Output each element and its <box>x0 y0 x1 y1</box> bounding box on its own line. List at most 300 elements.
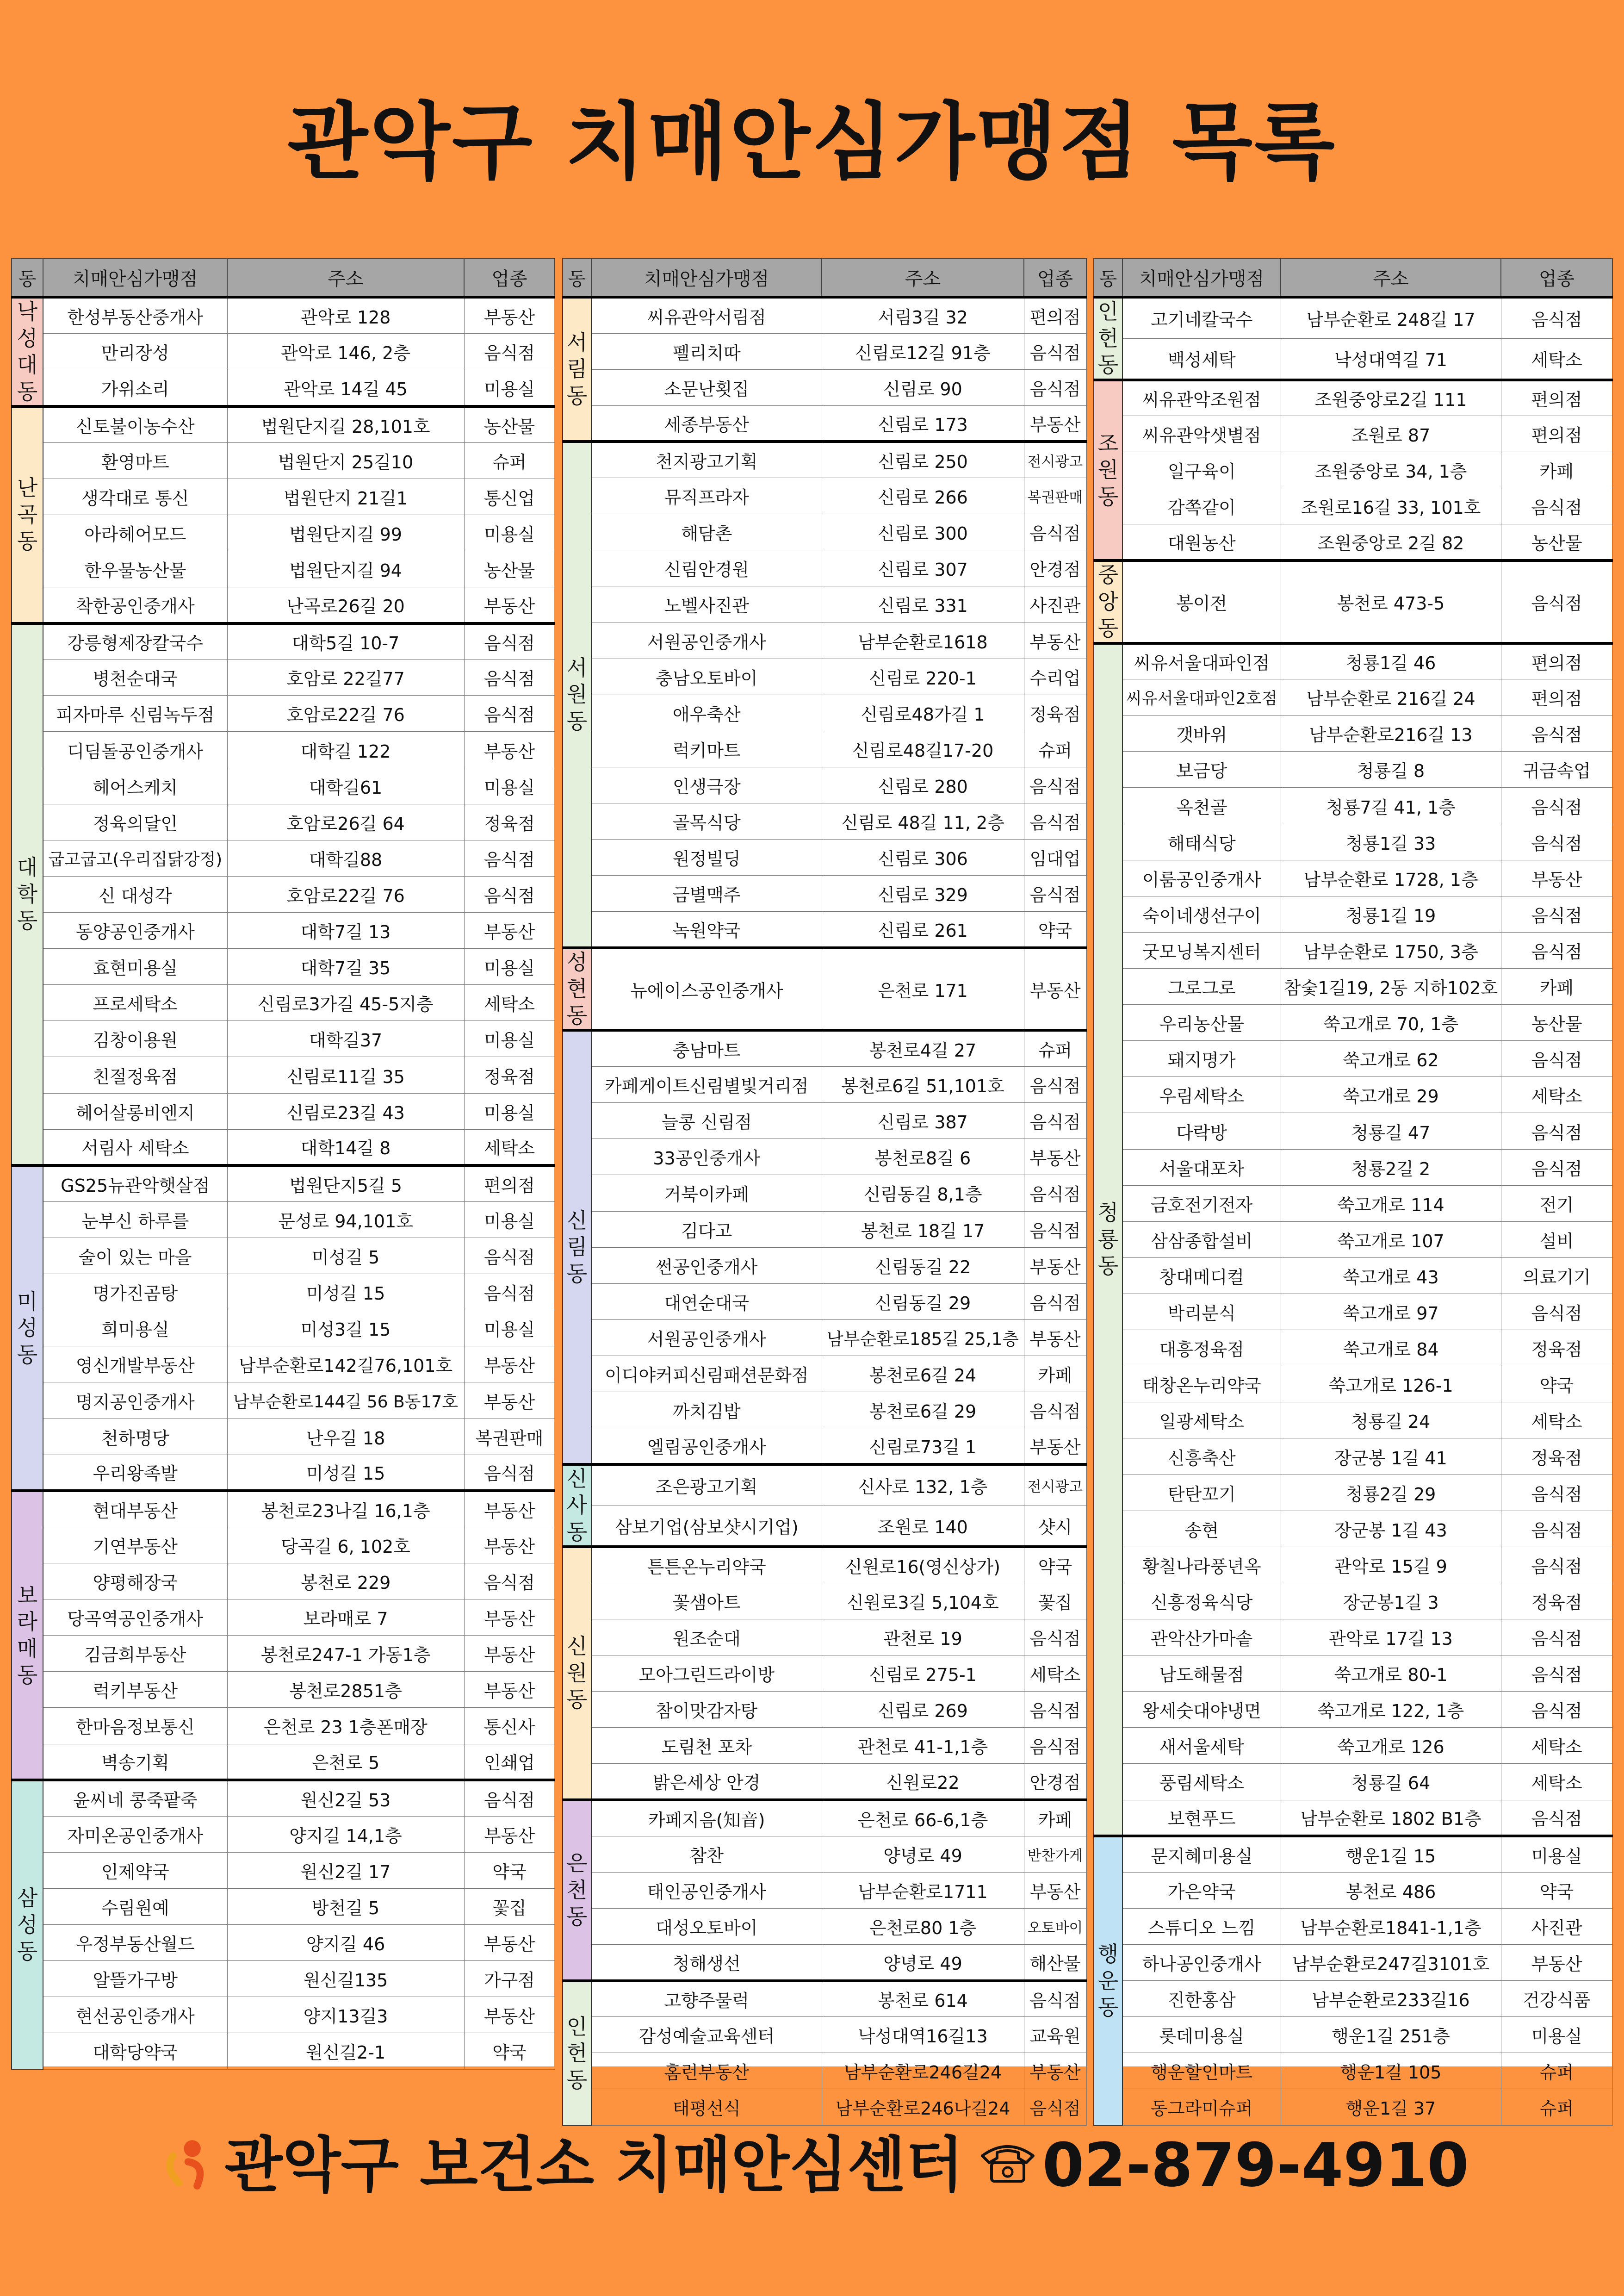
store-address: 신림로73길 1 <box>822 1428 1024 1464</box>
store-address: 호암로 22길77 <box>227 660 464 696</box>
table-header-row <box>12 258 555 297</box>
store-address: 신림로 331 <box>822 586 1024 622</box>
table-row <box>1094 1692 1612 1728</box>
store-address: 신사로 132, 1층 <box>822 1464 1024 1506</box>
table-row <box>12 1093 555 1129</box>
table-row <box>1094 1800 1612 1836</box>
store-name: 남도해물점 <box>1122 1655 1281 1692</box>
table-row <box>1094 1728 1612 1764</box>
store-address: 쑥고개로 126-1 <box>1281 1366 1501 1402</box>
store-name: 거북이카페 <box>591 1175 822 1211</box>
store-name: 늘콩 신림점 <box>591 1103 822 1139</box>
store-category: 안경점 <box>1024 550 1086 586</box>
table-row <box>1094 416 1612 452</box>
store-category: 수리업 <box>1024 659 1086 695</box>
store-address: 대학7길 13 <box>227 913 464 949</box>
store-category: 부동산 <box>464 1636 555 1672</box>
store-address: 신림로 48길 11, 2층 <box>822 803 1024 840</box>
table-row <box>563 1464 1086 1506</box>
table-row <box>1094 524 1612 560</box>
store-category: 음식점 <box>464 660 555 696</box>
store-address: 행운1길 15 <box>1281 1836 1501 1872</box>
table-row <box>12 1310 555 1346</box>
store-address: 청룡2길 2 <box>1281 1149 1501 1185</box>
store-category: 음식점 <box>464 1274 555 1310</box>
dong-label: 미 성 동 <box>12 1165 43 1491</box>
store-address: 남부순환로142길76,101호 <box>227 1346 464 1382</box>
store-name: 고향주물럭 <box>591 1981 822 2017</box>
store-address: 신림동길 29 <box>822 1283 1024 1319</box>
store-name: 천지광고기획 <box>591 442 822 478</box>
store-name: 동그라미슈퍼 <box>1122 2089 1281 2125</box>
store-category: 미용실 <box>464 1310 555 1346</box>
store-address: 대학길37 <box>227 1021 464 1057</box>
store-name: 대학당약국 <box>43 2033 227 2069</box>
table-row <box>1094 752 1612 788</box>
store-category: 편의점 <box>1024 297 1086 333</box>
store-address: 봉천로4길 27 <box>822 1030 1024 1066</box>
store-name: 우림세탁소 <box>1122 1077 1281 1113</box>
table-row <box>1094 643 1612 679</box>
store-category: 미용실 <box>464 370 555 406</box>
store-name: 그로그로 <box>1122 969 1281 1005</box>
store-table <box>11 258 555 2070</box>
dong-label: 난 곡 동 <box>12 406 43 623</box>
store-name: 해담촌 <box>591 514 822 550</box>
store-name: 태평선식 <box>591 2089 822 2125</box>
store-address: 신림로 275-1 <box>822 1655 1024 1692</box>
store-address: 쑥고개로 84 <box>1281 1330 1501 1366</box>
table-row <box>12 1021 555 1057</box>
store-address: 행운1길 105 <box>1281 2053 1501 2089</box>
store-name: 세종부동산 <box>591 405 822 442</box>
store-address: 미성길 15 <box>227 1274 464 1310</box>
table-row <box>563 1908 1086 1944</box>
store-name: 모아그린드라이방 <box>591 1655 822 1692</box>
category-column-header: 업종 <box>1501 258 1612 297</box>
store-category: 부동산 <box>1024 405 1086 442</box>
store-category: 음식점 <box>1024 369 1086 405</box>
store-name: 썬공인중개사 <box>591 1247 822 1283</box>
table-row <box>12 1057 555 1093</box>
table-row <box>12 1888 555 1924</box>
store-address: 신림로 90 <box>822 369 1024 405</box>
store-address: 장군봉 1길 43 <box>1281 1511 1501 1547</box>
store-address: 남부순환로216길 13 <box>1281 716 1501 752</box>
dong-column-header: 동 <box>563 258 591 297</box>
dong-label: 서 원 동 <box>563 442 591 948</box>
store-category: 부동산 <box>464 1491 555 1527</box>
store-address: 봉천로23나길 16,1층 <box>227 1491 464 1527</box>
store-address: 봉천로 229 <box>227 1563 464 1599</box>
dong-label: 중 앙 동 <box>1094 560 1122 643</box>
store-name: 참찬 <box>591 1836 822 1872</box>
store-name: 강릉형제장칼국수 <box>43 623 227 660</box>
table-row <box>563 405 1086 442</box>
store-category: 부동산 <box>464 587 555 623</box>
store-address: 청룡7길 41, 1층 <box>1281 788 1501 824</box>
store-category: 꽃집 <box>1024 1583 1086 1619</box>
store-name: 벽송기획 <box>43 1744 227 1780</box>
store-address: 신림로 269 <box>822 1692 1024 1728</box>
dong-label: 조 원 동 <box>1094 380 1122 561</box>
table-row <box>12 1708 555 1744</box>
store-name: 영신개발부동산 <box>43 1346 227 1382</box>
store-address: 신원로16(영신상가) <box>822 1547 1024 1583</box>
store-category: 꽃집 <box>464 1888 555 1924</box>
store-category: 편의점 <box>464 1165 555 1201</box>
store-name: 당곡역공인중개사 <box>43 1599 227 1636</box>
table-row <box>12 297 555 334</box>
store-name: 원정빌딩 <box>591 840 822 876</box>
table-row <box>12 660 555 696</box>
store-address: 남부순환로 1750, 3층 <box>1281 932 1501 968</box>
store-address: 난우길 18 <box>227 1419 464 1455</box>
person-heart-logo-icon <box>155 2132 215 2207</box>
store-category: 약국 <box>1501 1872 1612 1908</box>
table-row <box>1094 1294 1612 1330</box>
table-row <box>563 1392 1086 1428</box>
store-name: 골목식당 <box>591 803 822 840</box>
store-category: 미용실 <box>464 515 555 551</box>
store-address: 청룡길 64 <box>1281 1764 1501 1800</box>
store-address: 대학길 122 <box>227 732 464 768</box>
store-category: 약국 <box>1024 1547 1086 1583</box>
store-table <box>562 258 1087 2126</box>
store-address: 법원단지길 28,101호 <box>227 406 464 442</box>
store-address: 참숯1길19, 2동 지하102호 <box>1281 969 1501 1005</box>
store-name: 뉴에이스공인중개사 <box>591 948 822 1031</box>
store-address: 청룡2길 29 <box>1281 1475 1501 1511</box>
store-address: 관악로 14길 45 <box>227 370 464 406</box>
store-name: 숙이네생선구이 <box>1122 896 1281 932</box>
table-row <box>563 2017 1086 2053</box>
table-row <box>563 912 1086 948</box>
store-address: 청룡길 8 <box>1281 752 1501 788</box>
store-address: 장군봉1길 3 <box>1281 1583 1501 1619</box>
table-row <box>1094 380 1612 416</box>
table-row <box>12 1382 555 1419</box>
store-address: 신림로48길17-20 <box>822 731 1024 767</box>
table-row <box>1094 2089 1612 2125</box>
store-category: 부동산 <box>1024 1428 1086 1464</box>
store-address: 신림로 387 <box>822 1103 1024 1139</box>
store-name: 해태식당 <box>1122 824 1281 860</box>
dong-label: 신 원 동 <box>563 1547 591 1800</box>
store-category: 음식점 <box>1024 803 1086 840</box>
store-address: 남부순환로 216길 24 <box>1281 679 1501 716</box>
store-address: 관악로 146, 2층 <box>227 334 464 370</box>
store-category: 통신사 <box>464 1708 555 1744</box>
store-address: 신림동길 8,1층 <box>822 1175 1024 1211</box>
store-address: 은천로 5 <box>227 1744 464 1780</box>
store-category: 음식점 <box>1024 1175 1086 1211</box>
store-name: 우리왕족발 <box>43 1455 227 1491</box>
store-address: 대학7길 35 <box>227 949 464 985</box>
table-row <box>1094 1836 1612 1872</box>
store-name: 가은약국 <box>1122 1872 1281 1908</box>
store-address: 쑥고개로 70, 1층 <box>1281 1005 1501 1041</box>
dong-label: 청 룡 동 <box>1094 643 1122 1836</box>
store-category: 미용실 <box>1501 2017 1612 2053</box>
store-category: 오토바이 <box>1024 1908 1086 1944</box>
table-row <box>1094 896 1612 932</box>
store-category: 음식점 <box>1024 1211 1086 1247</box>
store-category: 카페 <box>1501 452 1612 488</box>
table-row <box>12 1672 555 1708</box>
table-row <box>563 550 1086 586</box>
store-address: 쑥고개로 43 <box>1281 1257 1501 1294</box>
store-column-header: 치매안심가맹점 <box>591 258 822 297</box>
store-category: 음식점 <box>1024 1067 1086 1103</box>
store-name: 현대부동산 <box>43 1491 227 1527</box>
store-address: 쑥고개로 62 <box>1281 1041 1501 1077</box>
table-row <box>563 948 1086 1031</box>
table-row <box>12 515 555 551</box>
store-table-left <box>11 258 554 2066</box>
store-address: 신림로 329 <box>822 876 1024 912</box>
store-address: 낙성대역16길13 <box>822 2017 1024 2053</box>
store-category: 음식점 <box>1501 1655 1612 1692</box>
store-name: 한성부동산중개사 <box>43 297 227 334</box>
table-row <box>12 1961 555 1997</box>
store-category: 약국 <box>1024 912 1086 948</box>
store-name: 씨유서울대파인점 <box>1122 643 1281 679</box>
store-name: 알뜰가구방 <box>43 1961 227 1997</box>
table-row <box>12 334 555 370</box>
store-category: 전시광고 <box>1024 1464 1086 1506</box>
table-row <box>12 1455 555 1491</box>
table-row <box>563 1506 1086 1547</box>
store-address: 봉천로 18길 17 <box>822 1211 1024 1247</box>
store-address: 신림로 307 <box>822 550 1024 586</box>
category-column-header: 업종 <box>464 258 555 297</box>
store-address: 청룡1길 46 <box>1281 643 1501 679</box>
store-name: 신 대성각 <box>43 876 227 912</box>
store-address: 청룡1길 19 <box>1281 896 1501 932</box>
store-name: 삼삼종합설비 <box>1122 1221 1281 1257</box>
store-address: 낙성대역길 71 <box>1281 338 1501 380</box>
store-category: 부동산 <box>464 1816 555 1852</box>
table-row <box>563 1981 1086 2017</box>
store-address: 조원중앙로 34, 1층 <box>1281 452 1501 488</box>
store-category: 샷시 <box>1024 1506 1086 1547</box>
store-name: 한우물농산물 <box>43 551 227 587</box>
store-name: 도림천 포차 <box>591 1728 822 1764</box>
address-column-header: 주소 <box>822 258 1024 297</box>
table-row <box>563 1764 1086 1800</box>
store-category: 편의점 <box>1501 416 1612 452</box>
footer-text: 관악구 보건소 치매안심센터 <box>224 2130 964 2200</box>
dong-label: 서 림 동 <box>563 297 591 442</box>
table-row <box>12 551 555 587</box>
store-address: 법원단지 21길1 <box>227 479 464 515</box>
store-name: 효현미용실 <box>43 949 227 985</box>
store-address: 남부순환로233길16 <box>1281 1981 1501 2017</box>
store-category: 귀금속업 <box>1501 752 1612 788</box>
table-row <box>12 1419 555 1455</box>
table-row <box>12 1599 555 1636</box>
store-category: 부동산 <box>1501 860 1612 896</box>
table-row <box>12 1238 555 1274</box>
store-name: 생각대로 통신 <box>43 479 227 515</box>
store-name: 만리장성 <box>43 334 227 370</box>
store-address: 쑥고개로 114 <box>1281 1185 1501 1221</box>
store-category: 슈퍼 <box>1501 2053 1612 2089</box>
dong-label: 인 헌 동 <box>563 1981 591 2125</box>
store-name: 옥천골 <box>1122 788 1281 824</box>
dong-label: 대 학 동 <box>12 623 43 1166</box>
store-category: 통신업 <box>464 479 555 515</box>
table-row <box>1094 338 1612 380</box>
table-row <box>563 803 1086 840</box>
store-address: 신림로 173 <box>822 405 1024 442</box>
table-row <box>563 1247 1086 1283</box>
store-category: 음식점 <box>1501 1619 1612 1655</box>
store-address: 미성3길 15 <box>227 1310 464 1346</box>
store-name: 금호전기전자 <box>1122 1185 1281 1221</box>
store-category: 정육점 <box>464 1057 555 1093</box>
store-address: 방천길 5 <box>227 1888 464 1924</box>
store-name: 태인공인중개사 <box>591 1872 822 1908</box>
store-name: 수림원예 <box>43 1888 227 1924</box>
table-row <box>1094 1619 1612 1655</box>
table-row <box>1094 1655 1612 1692</box>
store-address: 남부순환로 1802 B1층 <box>1281 1800 1501 1836</box>
table-row <box>563 731 1086 767</box>
table-row <box>563 478 1086 514</box>
store-category: 슈퍼 <box>1024 731 1086 767</box>
table-row <box>563 297 1086 333</box>
store-address: 관악로 15길 9 <box>1281 1547 1501 1583</box>
store-address: 법원단지길 99 <box>227 515 464 551</box>
store-name: 봉이전 <box>1122 560 1281 643</box>
store-name: 충남마트 <box>591 1030 822 1066</box>
dong-label: 삼 성 동 <box>12 1780 43 2069</box>
table-header-row <box>1094 258 1612 297</box>
table-row <box>12 479 555 515</box>
store-category: 사진관 <box>1501 1908 1612 1944</box>
table-row <box>1094 297 1612 338</box>
store-name: 33공인중개사 <box>591 1139 822 1175</box>
store-address: 신림로 261 <box>822 912 1024 948</box>
store-category: 카페 <box>1501 969 1612 1005</box>
store-name: 박리분식 <box>1122 1294 1281 1330</box>
store-address: 행운1길 37 <box>1281 2089 1501 2125</box>
store-name: 김다고 <box>591 1211 822 1247</box>
table-row <box>563 2089 1086 2125</box>
store-address: 신림로48가길 1 <box>822 695 1024 731</box>
store-name: 디딤돌공인중개사 <box>43 732 227 768</box>
table-row <box>12 876 555 912</box>
store-name: 튼튼온누리약국 <box>591 1547 822 1583</box>
store-address: 신림로 220-1 <box>822 659 1024 695</box>
store-name: 희미용실 <box>43 1310 227 1346</box>
store-category: 음식점 <box>1024 1392 1086 1428</box>
store-name: 씨유관악서림점 <box>591 297 822 333</box>
store-name: 가위소리 <box>43 370 227 406</box>
store-address: 청룡1길 33 <box>1281 824 1501 860</box>
store-address: 봉천로247-1 가동1층 <box>227 1636 464 1672</box>
store-name: 감쪽같이 <box>1122 488 1281 524</box>
store-name: 참이맛감자탕 <box>591 1692 822 1728</box>
table-row <box>1094 1077 1612 1113</box>
store-address: 조원중앙로2길 111 <box>1281 380 1501 416</box>
table-row <box>563 622 1086 659</box>
store-address: 행운1길 251층 <box>1281 2017 1501 2053</box>
store-category: 음식점 <box>1024 876 1086 912</box>
store-category: 음식점 <box>1024 1728 1086 1764</box>
table-row <box>12 1925 555 1961</box>
store-category: 부동산 <box>464 732 555 768</box>
store-address: 보라매로 7 <box>227 1599 464 1636</box>
store-category: 부동산 <box>464 913 555 949</box>
store-address: 원신길2-1 <box>227 2033 464 2069</box>
store-table-right <box>1093 258 1612 2119</box>
store-address: 신림로23길 43 <box>227 1093 464 1129</box>
store-name: 동양공인중개사 <box>43 913 227 949</box>
store-category: 부동산 <box>464 1997 555 2033</box>
store-name: 양평해장국 <box>43 1563 227 1599</box>
store-address: 서림3길 32 <box>822 297 1024 333</box>
store-name: 창대메디컬 <box>1122 1257 1281 1294</box>
table-row <box>1094 716 1612 752</box>
table-row <box>1094 788 1612 824</box>
store-name: 행운할인마트 <box>1122 2053 1281 2089</box>
store-name: 프로세탁소 <box>43 985 227 1021</box>
store-category: 음식점 <box>464 1780 555 1816</box>
store-category: 음식점 <box>1024 767 1086 803</box>
store-name: 롯데미용실 <box>1122 2017 1281 2053</box>
dong-label: 보 라 매 동 <box>12 1491 43 1780</box>
store-name: 기연부동산 <box>43 1527 227 1563</box>
table-row <box>12 1527 555 1563</box>
table-row <box>12 587 555 623</box>
table-row <box>1094 1764 1612 1800</box>
store-name: 소문난횟집 <box>591 369 822 405</box>
table-row <box>12 1816 555 1852</box>
store-name: 명가진곰탕 <box>43 1274 227 1310</box>
store-category: 전시광고 <box>1024 442 1086 478</box>
store-category: 인쇄업 <box>464 1744 555 1780</box>
store-category: 음식점 <box>1024 2089 1086 2125</box>
table-row <box>1094 2017 1612 2053</box>
table-row <box>1094 1113 1612 1149</box>
table-row <box>12 1346 555 1382</box>
store-name: 이디야커피신림패션문화점 <box>591 1356 822 1392</box>
store-address: 조원로 140 <box>822 1506 1024 1547</box>
store-name: 술이 있는 마을 <box>43 1238 227 1274</box>
address-column-header: 주소 <box>227 258 464 297</box>
store-name: 굿모닝복지센터 <box>1122 932 1281 968</box>
table-row <box>563 1583 1086 1619</box>
store-category: 농산물 <box>1501 524 1612 560</box>
store-name: 노벨사진관 <box>591 586 822 622</box>
store-category: 정육점 <box>1501 1330 1612 1366</box>
store-category: 농산물 <box>464 406 555 442</box>
store-address: 남부순환로 248길 17 <box>1281 297 1501 338</box>
store-address: 남부순환로1618 <box>822 622 1024 659</box>
table-row <box>1094 1944 1612 1980</box>
store-name: 인생극장 <box>591 767 822 803</box>
page-title: 관악구 치매안심가맹점 목록 <box>287 94 1337 191</box>
store-category: 부동산 <box>464 1527 555 1563</box>
store-name: 병천순대국 <box>43 660 227 696</box>
store-name: 원조순대 <box>591 1619 822 1655</box>
store-name: 풍림세탁소 <box>1122 1764 1281 1800</box>
store-category: 음식점 <box>464 623 555 660</box>
store-category: 부동산 <box>1024 1247 1086 1283</box>
